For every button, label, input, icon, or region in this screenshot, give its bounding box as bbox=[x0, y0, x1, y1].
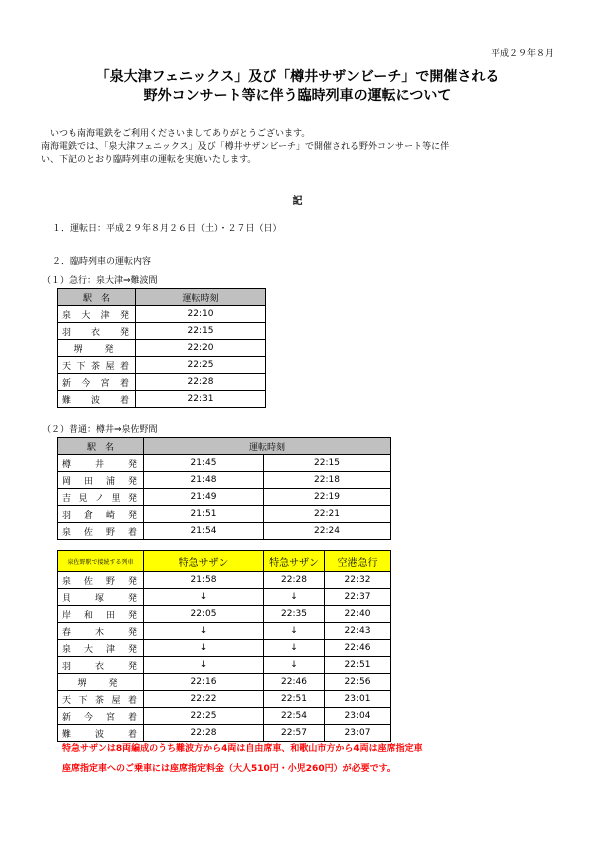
station-name-text: 難​波​着 bbox=[62, 729, 137, 740]
station-name-text: 春​木​発 bbox=[62, 627, 137, 638]
operation-date: １．運転日：平成２９年８月２６日（土）・２７日（日） bbox=[52, 224, 282, 234]
note-line2: 座席指定車へのご乗車には座席指定料金（大人510円・小児260円）が必要です。 bbox=[62, 764, 396, 774]
time-cell: 23:07 bbox=[325, 725, 391, 742]
section2-heading: （２）普通：樽井⇒泉佐野間 bbox=[42, 425, 158, 435]
time-cell: 23:04 bbox=[325, 708, 391, 725]
table-row bbox=[58, 589, 391, 606]
time-cell: 22:16 bbox=[144, 674, 264, 691]
time-cell: 22:24 bbox=[264, 523, 391, 540]
station-name-text: 羽​衣​発 bbox=[62, 327, 129, 338]
station-name bbox=[58, 623, 144, 640]
station-name bbox=[58, 357, 136, 374]
time-cell: 22:54 bbox=[264, 708, 325, 725]
time-cell: 22:28 bbox=[144, 725, 264, 742]
time-cell: 21:45 bbox=[144, 455, 264, 472]
table-row bbox=[58, 523, 391, 540]
time-cell: ↓ bbox=[264, 589, 325, 606]
station-name bbox=[58, 708, 144, 725]
station-name bbox=[58, 640, 144, 657]
station-name-text: 樽​井​発 bbox=[62, 459, 137, 470]
connect-header-row bbox=[58, 551, 391, 572]
station-name bbox=[58, 340, 136, 357]
station-name bbox=[58, 306, 136, 323]
time-cell: 22:43 bbox=[325, 623, 391, 640]
table-row bbox=[58, 572, 391, 589]
express-timetable bbox=[57, 288, 266, 408]
time-cell: 21:58 bbox=[144, 572, 264, 589]
time-cell: 22:57 bbox=[264, 725, 325, 742]
section1-heading: （１）急行：泉大津⇒難波間 bbox=[42, 276, 158, 286]
document-title-line1: 「泉大津フェニックス」及び「樽井サザンビーチ」で開催される bbox=[95, 69, 500, 85]
table-row bbox=[58, 306, 266, 323]
ki-heading: 記 bbox=[292, 196, 303, 207]
station-name-text: 岡​田​浦​発 bbox=[62, 476, 137, 487]
table-row bbox=[58, 606, 391, 623]
col-station-header: 駅 名 bbox=[58, 289, 136, 306]
station-name-text: 新​今​宮​着 bbox=[62, 378, 129, 389]
time-cell: 23:01 bbox=[325, 691, 391, 708]
table-row bbox=[58, 472, 391, 489]
time-cell: 22:51 bbox=[325, 657, 391, 674]
time-cell: 21:54 bbox=[144, 523, 264, 540]
station-name-wrap bbox=[77, 679, 117, 689]
time-cell: ↓ bbox=[144, 623, 264, 640]
station-name bbox=[58, 691, 144, 708]
time-cell: 22:05 bbox=[144, 606, 264, 623]
intro-line1: いつも南海電鉄をご利用くださいましてありがとうございます。 bbox=[41, 129, 311, 139]
station-name-text: 泉​佐​野​着 bbox=[62, 527, 137, 538]
time-cell: 22:15 bbox=[264, 455, 391, 472]
station-name-text: 泉​佐​野​発 bbox=[62, 576, 137, 587]
station-name bbox=[58, 489, 144, 506]
time-cell: 22:46 bbox=[325, 640, 391, 657]
station-name-wrap bbox=[73, 345, 113, 355]
train-type-header: 特急サザン bbox=[144, 551, 264, 572]
station-name bbox=[58, 657, 144, 674]
table-row bbox=[58, 489, 391, 506]
time-cell: 22:46 bbox=[264, 674, 325, 691]
train-type-header: 空港急行 bbox=[325, 551, 391, 572]
station-name-text: 堺 bbox=[73, 344, 83, 355]
time-cell: 21:48 bbox=[144, 472, 264, 489]
table-row bbox=[58, 391, 266, 408]
train-type-header: 特急サザン bbox=[264, 551, 325, 572]
table-row bbox=[58, 623, 391, 640]
station-name-text: 堺 bbox=[77, 678, 87, 689]
time-cell: 22:28 bbox=[264, 572, 325, 589]
table-row bbox=[58, 708, 391, 725]
spacer-row bbox=[58, 540, 391, 551]
table-row bbox=[58, 506, 391, 523]
operation-content-heading: ２．臨時列車の運転内容 bbox=[52, 257, 152, 267]
table-row bbox=[58, 657, 391, 674]
station-name-text: 難​波​着 bbox=[62, 395, 129, 406]
station-name-text: 泉​大​津​発 bbox=[62, 310, 129, 321]
col-time-header: 運転時刻 bbox=[136, 289, 266, 306]
time-cell: 22:18 bbox=[264, 472, 391, 489]
time-cell: 22:31 bbox=[136, 391, 266, 408]
local-timetable bbox=[57, 437, 391, 742]
station-name bbox=[58, 589, 144, 606]
time-cell: 22:10 bbox=[136, 306, 266, 323]
time-cell: 22:19 bbox=[264, 489, 391, 506]
station-name-text: 天​下​茶​屋​着 bbox=[62, 361, 129, 372]
time-cell: ↓ bbox=[144, 589, 264, 606]
table-row bbox=[58, 674, 391, 691]
station-name-text: 泉​大​津​発 bbox=[62, 644, 137, 655]
table-row bbox=[58, 640, 391, 657]
time-cell: 22:22 bbox=[144, 691, 264, 708]
time-cell: 21:51 bbox=[144, 506, 264, 523]
time-cell: 21:49 bbox=[144, 489, 264, 506]
time-cell: 22:56 bbox=[325, 674, 391, 691]
station-suffix: 発 bbox=[104, 344, 114, 355]
table-row bbox=[58, 374, 266, 391]
note-line1: 特急サザンは8両編成のうち難波方から4両は自由席車、和歌山市方から4両は座席指定車 bbox=[62, 744, 423, 754]
time-cell: 22:15 bbox=[136, 323, 266, 340]
col-time-header: 運転時刻 bbox=[144, 438, 391, 455]
table-row bbox=[58, 725, 391, 742]
time-cell: 22:25 bbox=[144, 708, 264, 725]
station-name bbox=[58, 472, 144, 489]
time-cell: 22:20 bbox=[136, 340, 266, 357]
station-name-text: 貝​塚​発 bbox=[62, 593, 137, 604]
station-suffix: 発 bbox=[108, 678, 118, 689]
station-name bbox=[58, 506, 144, 523]
document-date: 平成２９年８月 bbox=[490, 49, 554, 59]
connect-label: 泉佐野駅で接続する列車 bbox=[58, 551, 144, 572]
station-name bbox=[58, 374, 136, 391]
table-row bbox=[58, 691, 391, 708]
col-station-header: 駅 名 bbox=[58, 438, 144, 455]
station-name bbox=[58, 674, 144, 691]
table-header-row bbox=[58, 438, 391, 455]
table-row bbox=[58, 340, 266, 357]
time-cell: 22:40 bbox=[325, 606, 391, 623]
table-row bbox=[58, 455, 391, 472]
station-name-text: 羽​衣​発 bbox=[62, 661, 137, 672]
time-cell: 22:51 bbox=[264, 691, 325, 708]
station-name-text: 吉​見​ノ​里​発 bbox=[62, 493, 137, 504]
station-name-text: 岸​和​田​発 bbox=[62, 610, 137, 621]
time-cell: 22:32 bbox=[325, 572, 391, 589]
station-name bbox=[58, 606, 144, 623]
spacer-cell bbox=[58, 540, 391, 551]
time-cell: 22:21 bbox=[264, 506, 391, 523]
time-cell: ↓ bbox=[144, 657, 264, 674]
station-name-text: 新​今​宮​着 bbox=[62, 712, 137, 723]
station-name bbox=[58, 391, 136, 408]
station-name bbox=[58, 323, 136, 340]
time-cell: ↓ bbox=[264, 623, 325, 640]
time-cell: 22:35 bbox=[264, 606, 325, 623]
time-cell: ↓ bbox=[264, 657, 325, 674]
station-name bbox=[58, 523, 144, 540]
station-name-text: 天​下​茶​屋​着 bbox=[62, 695, 137, 706]
station-name-text: 羽​倉​崎​発 bbox=[62, 510, 137, 521]
document-title-line2: 野外コンサート等に伴う臨時列車の運転について bbox=[143, 88, 452, 104]
time-cell: ↓ bbox=[144, 640, 264, 657]
time-cell: 22:28 bbox=[136, 374, 266, 391]
time-cell: ↓ bbox=[264, 640, 325, 657]
table-row bbox=[58, 357, 266, 374]
station-name bbox=[58, 725, 144, 742]
station-name bbox=[58, 455, 144, 472]
station-name bbox=[58, 572, 144, 589]
intro-line3: い、下記のとおり臨時列車の運転を実施いたします。 bbox=[41, 155, 257, 165]
table-header-row bbox=[58, 289, 266, 306]
intro-line2: 南海電鉄では、「泉大津フェニックス」及び「樽井サザンビーチ」で開催される野外コンサート等に伴 bbox=[41, 142, 450, 152]
table-row bbox=[58, 323, 266, 340]
time-cell: 22:37 bbox=[325, 589, 391, 606]
time-cell: 22:25 bbox=[136, 357, 266, 374]
